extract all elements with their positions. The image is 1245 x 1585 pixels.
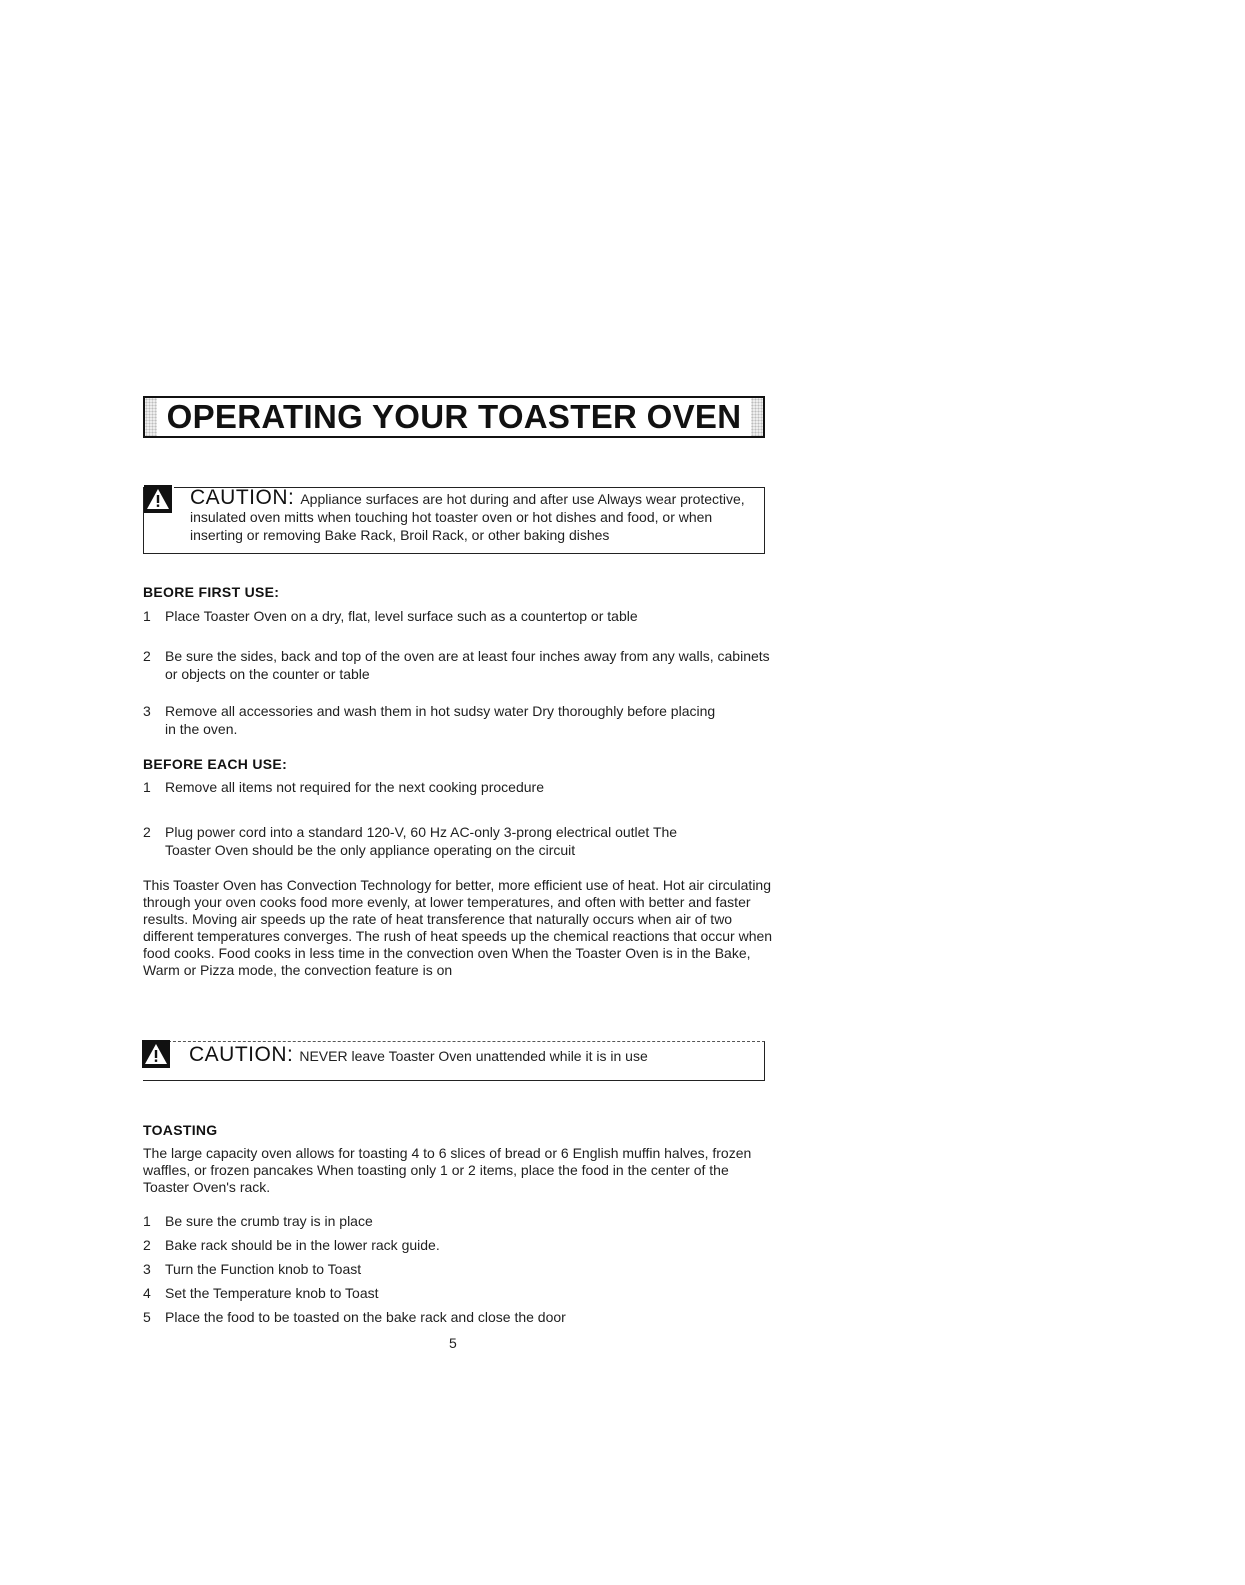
list-item — [143, 607, 783, 625]
title-background — [157, 398, 752, 436]
list-item-number: 2 — [143, 1237, 151, 1253]
list-item-number: 1 — [143, 608, 151, 624]
page-title: OPERATING YOUR TOASTER OVEN — [166, 398, 742, 435]
list-item-number: 4 — [143, 1285, 151, 1301]
list-item-number: 2 — [143, 648, 151, 664]
list-item-text: Be sure the sides, back and top of the oven are at least four inches away from any walls, cabinets or objects on the counter or table — [165, 648, 770, 682]
convection-paragraph: This Toaster Oven has Convection Technology for better, more efficient use of heat. Hot air circulating through your oven cooks food more evenly, at lower temperatures, and often with better and faster results. Moving air speeds up the rate of heat transference that naturally occurs when air of two different temperatures converges. The rush of heat speeds up the chemical reactions that occur when food cooks. Food cooks in less time in the convection oven When the Toaster Oven is in the Bake, Warm or Pizza mode, the convection feature is on — [143, 877, 773, 978]
list-item — [143, 1308, 783, 1326]
toasting-intro: The large capacity oven allows for toasting 4 to 6 slices of bread or 6 English muffin halves, frozen waffles, or frozen pancakes When toasting only 1 or 2 items, place the food in the center of the Toaster Oven's rack. — [143, 1145, 752, 1195]
list-item-text: Bake rack should be in the lower rack guide. — [165, 1237, 440, 1253]
list-item-text: Turn the Function knob to Toast — [165, 1261, 362, 1277]
list-item-text: Remove all items not required for the next cooking procedure — [165, 779, 544, 795]
list-item — [143, 1236, 783, 1254]
list-item — [143, 702, 783, 738]
list-item — [143, 778, 783, 796]
caution-text-hot-surfaces — [190, 486, 752, 544]
caution-body: NEVER leave Toaster Oven unattended while it is in use — [299, 1048, 648, 1064]
list-item-number: 1 — [143, 1213, 151, 1229]
warning-icon — [142, 1040, 170, 1068]
title-banner — [143, 396, 765, 438]
list-item-number: 1 — [143, 779, 151, 795]
list-item-number: 2 — [143, 824, 151, 840]
heading-toasting: TOASTING — [143, 1122, 218, 1138]
list-item-text: Be sure the crumb tray is in place — [165, 1213, 373, 1229]
list-item-text: Remove all accessories and wash them in hot sudsy water Dry thoroughly before placing in the oven. — [165, 703, 716, 737]
caution-body: Appliance surfaces are hot during and after use Always wear protective, insulated oven mitts when touching hot toaster oven or hot dishes and food, or when inserting or removing Bake Rack, Broil Rack, or other baking dishes — [190, 491, 745, 543]
list-item-text: Set the Temperature knob to Toast — [165, 1285, 379, 1301]
list-item-text: Plug power cord into a standard 120-V, 60 Hz AC-only 3-prong electrical outlet The Toaster Oven should be the only appliance operating on the circuit — [165, 824, 678, 858]
page-number: 5 — [449, 1335, 457, 1351]
list-item — [143, 647, 783, 683]
caution-text-unattended — [189, 1043, 752, 1066]
list-item-number: 5 — [143, 1309, 151, 1325]
list-item — [143, 1284, 783, 1302]
list-item-text: Place the food to be toasted on the bake rack and close the door — [165, 1309, 566, 1325]
heading-before-first-use: BEORE FIRST USE: — [143, 584, 280, 600]
heading-before-each-use: BEFORE EACH USE: — [143, 756, 288, 772]
caution-box-unattended — [143, 1041, 765, 1081]
list-item — [143, 1212, 783, 1230]
list-item-number: 3 — [143, 1261, 151, 1277]
warning-icon — [144, 485, 172, 513]
list-item — [143, 823, 783, 859]
caution-box-hot-surfaces — [143, 487, 765, 554]
caution-label: CAUTION: — [189, 1043, 294, 1066]
caution-label: CAUTION: — [190, 486, 295, 509]
list-item-number: 3 — [143, 703, 151, 719]
warning-triangle-icon — [144, 1043, 168, 1065]
list-item-text: Place Toaster Oven on a dry, flat, level surface such as a countertop or table — [165, 608, 638, 624]
list-item — [143, 1260, 783, 1278]
warning-triangle-icon — [146, 488, 170, 510]
